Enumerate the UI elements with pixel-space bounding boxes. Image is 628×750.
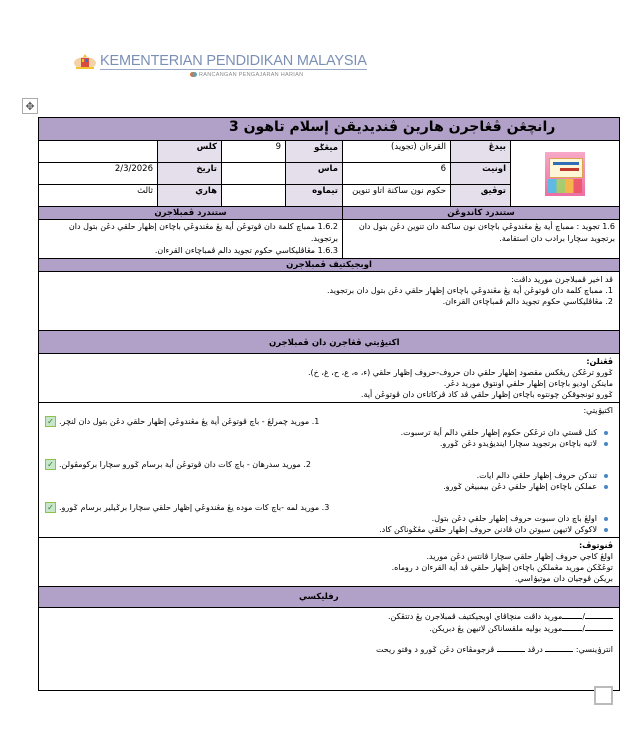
reflection-line: /موريد داڤت منچاڤاي اوبجيكتيف ڤمبلاجرن يڠ دتتڤكن.: [45, 610, 613, 622]
intervention-line: [45, 643, 613, 655]
subject-label: بيدڠ: [451, 141, 511, 163]
date-label: تاريخ: [158, 163, 222, 185]
objectives-row: [39, 272, 620, 331]
intervention-end: ڤرجومڤاءن دڠن ݢورو د وقتو ريحت: [375, 645, 495, 654]
closing-line: بريكن ڤوجيان دان موتيۏاسي.: [514, 574, 614, 583]
activity-bullet: تندكن حروف إظهار حلقي دالم ايات.: [45, 470, 599, 481]
topic-value[interactable]: حكوم نون ساكنة اتاو تنوين: [343, 185, 451, 207]
activity-bullet: اولڠ باچ دان سبوت حروف إظهار حلقي دڠن بتول.: [45, 513, 599, 524]
table-move-handle-icon[interactable]: [22, 98, 38, 114]
time-value[interactable]: [222, 163, 286, 185]
activity-step-2: [45, 459, 613, 492]
activity-step-title: 1. موريد چمرلڠ - باچ ڤوتوڠن أية يڠ مڠندوڠي إظهار حلقي دڠن بتول دان لنچر.: [59, 417, 320, 426]
move-arrows-icon: ✥: [25, 99, 35, 113]
objectives-intro: ڤد اخير ڤمبلاجرن موريد داڤت:: [511, 275, 614, 284]
blank-field[interactable]: [585, 610, 613, 619]
blank-field[interactable]: [497, 643, 525, 652]
lesson-plan-table: [38, 117, 620, 691]
unit-value[interactable]: 6: [343, 163, 451, 185]
unit-label: اونيت: [451, 163, 511, 185]
logo-subtitle: [190, 72, 303, 78]
activity-step-title: 3. موريد لمه -باچ كات موده يڠ مڠندوڠي إظهار حلقي سچارا برݢيلير برسام ݢورو.: [59, 503, 330, 512]
plan-title-cell[interactable]: [39, 118, 620, 141]
introduction-row: [39, 354, 620, 403]
intervention-mid: درڤد: [527, 645, 543, 654]
activity-step-1: [45, 416, 613, 449]
objectives-header-row: [39, 259, 620, 272]
time-label: ماس: [286, 163, 343, 185]
reflection-line-text: موريد داڤت منچاڤاي اوبجيكتيف ڤمبلاجرن يڠ دتتڤكن.: [387, 612, 563, 621]
introduction-line: ݢورو تونجوقكن چونتوه باچاءن إظهار حلقي ڤد كاد ڤركاتاءن دان ڤوتوڠن أية.: [360, 390, 614, 399]
reflection-header: رفليكسي: [39, 587, 620, 608]
title-row: [39, 118, 620, 141]
info-row-1: [39, 141, 620, 163]
blank-field[interactable]: [562, 622, 582, 631]
objective-item: 2. مڠاڤليكاسي حكوم تجويد دالم ڤمباچاءن القرءان.: [442, 297, 614, 306]
kpm-logo: [72, 50, 367, 86]
logo-subtitle-text: RANCANGAN PENGAJARAN HARIAN: [199, 72, 304, 78]
reflection-row: [39, 608, 620, 691]
activity-bullet: كنل ڤستي دان ترڠكن حكوم إظهار حلقي دالم أية ترسبوت.: [45, 427, 599, 438]
reflection-line-text: موريد بوليه ملقساناكن لاتيهن يڠ دبريكن.: [429, 624, 563, 633]
rph-mark-icon: [190, 72, 197, 77]
blank-field[interactable]: [562, 610, 582, 619]
plan-title: رانچڠن ڤڠاجرن هارين ڤنديديقن إسلام تاهون 3: [229, 119, 556, 135]
class-label: كلس: [158, 141, 222, 163]
activities-label: اكتيۏيتي:: [583, 406, 614, 415]
reflection-line: /موريد بوليه ملقساناكن لاتيهن يڠ دبريكن.: [45, 622, 613, 634]
objectives-header: اوبجيكتيف ڤمبلاجرن: [39, 259, 620, 272]
introduction-label: ڤڠنلن:: [586, 357, 614, 366]
day-value[interactable]: ثالث: [39, 185, 158, 207]
reflection-cell[interactable]: [39, 608, 620, 691]
theme-value[interactable]: [222, 185, 286, 207]
checkmark-icon: ✓: [45, 416, 56, 427]
learning-standard-cell[interactable]: [39, 220, 343, 259]
closing-line: توڠݢكن موريد مڠملكن باچاءن إظهار حلقي ڤد أية القرءان د روماه.: [391, 563, 614, 572]
topic-label: توڤيق: [451, 185, 511, 207]
ministry-name: KEMENTERIAN PENDIDIKAN MALAYSIA: [100, 53, 367, 69]
activity-step-3: [45, 502, 613, 535]
week-value[interactable]: 9: [222, 141, 286, 163]
week-label: ميڠݢو: [286, 141, 343, 163]
learning-standard-item: 1.6.3 مڠاڤليكاسي حكوم تجويد دالم ڤمباچاءن القرءان.: [154, 246, 338, 255]
activity-bullet: لاتيه باچاءن برتجويد سچارا اينديۏيدو دڠن ݢورو.: [45, 438, 599, 449]
checkmark-icon: ✓: [45, 459, 56, 470]
textbook-cell: [511, 141, 620, 207]
closing-line: اولڠ كاجي حروف إظهار حلقي سچارا ڤانتس دڠن موريد.: [426, 552, 614, 561]
class-value[interactable]: [39, 141, 158, 163]
objectives-cell[interactable]: [39, 272, 620, 331]
closing-cell[interactable]: [39, 538, 620, 587]
malaysia-crest-icon: [72, 53, 98, 71]
learning-standard-item: 1.6.2 ممباچ كلمة دان ڤوتوڠن أية يڠ مڠندوڠي باچاءن إظهار حلقي دڠن بتول دان برتجويد.: [68, 222, 338, 243]
checkmark-icon: ✓: [45, 502, 56, 513]
activities-row: [39, 403, 620, 538]
book-blocks: [548, 179, 582, 193]
blank-field[interactable]: [545, 643, 573, 652]
blank-field[interactable]: [585, 622, 613, 631]
activities-header: اكتيۏيتي ڤڠاجرن دان ڤمبلاجرن: [39, 331, 620, 354]
activities-cell[interactable]: [39, 403, 620, 538]
closing-row: [39, 538, 620, 587]
content-standard-cell[interactable]: 1.6 تجويد : ممباچ أية يڠ مڠندوڠي باچاءن نون ساكنة دان تنوين دڠن بتول دان برتجويد سچارا برادب دان استقامة.: [343, 220, 620, 259]
subject-value[interactable]: القرءان (تجويد): [343, 141, 451, 163]
textbook-cover-icon: [545, 152, 585, 196]
activity-step-title: 2. موريد سدرهان - باچ كات دان ڤوتوڠن أية برسام ݢورو سچارا بركومڤولن.: [59, 460, 312, 469]
book-board: [549, 158, 583, 178]
theme-label: تيماوه: [286, 185, 343, 207]
activities-header-row: [39, 331, 620, 354]
standards-row: [39, 220, 620, 259]
introduction-cell[interactable]: [39, 354, 620, 403]
reflection-header-row: [39, 587, 620, 608]
activity-bullet: عملكن باچاءن إظهار حلقي دڠن بيمبيڠن ݢورو.: [45, 481, 599, 492]
content-standard-header: ستندرد كاندوڠن: [343, 207, 620, 220]
introduction-line: ݢورو ترڠكن ريڠكس مقصود إظهار حلقي دان حروف-حروف إظهار حلقي (ء، ه، ع، ح، غ، خ).: [307, 368, 614, 377]
learning-standard-header: ستندرد ڤمبلاجرن: [39, 207, 343, 220]
objective-item: 1. ممباچ كلمة دان ڤوتوڠن أية يڠ مڠندوڠي باچاءن إظهار حلقي دڠن بتول دان برتجويد.: [326, 286, 614, 295]
closing-label: ڤنوتوڤ:: [578, 541, 614, 550]
date-value[interactable]: 2/3/2026: [39, 163, 158, 185]
intervention-label: انترۏينسي:: [575, 645, 614, 654]
introduction-line: ماينكن اوديو باچاءن إظهار حلقي اونتوق موريد دڠر.: [443, 379, 614, 388]
standards-header-row: [39, 207, 620, 220]
activity-bullet: لاكوكن لاتيهن سيوتن دان ڤادنن حروف إظهار حلقي مڠݢوناكن كاد.: [45, 524, 599, 535]
table-resize-handle[interactable]: [594, 686, 613, 705]
day-label: هاري: [158, 185, 222, 207]
